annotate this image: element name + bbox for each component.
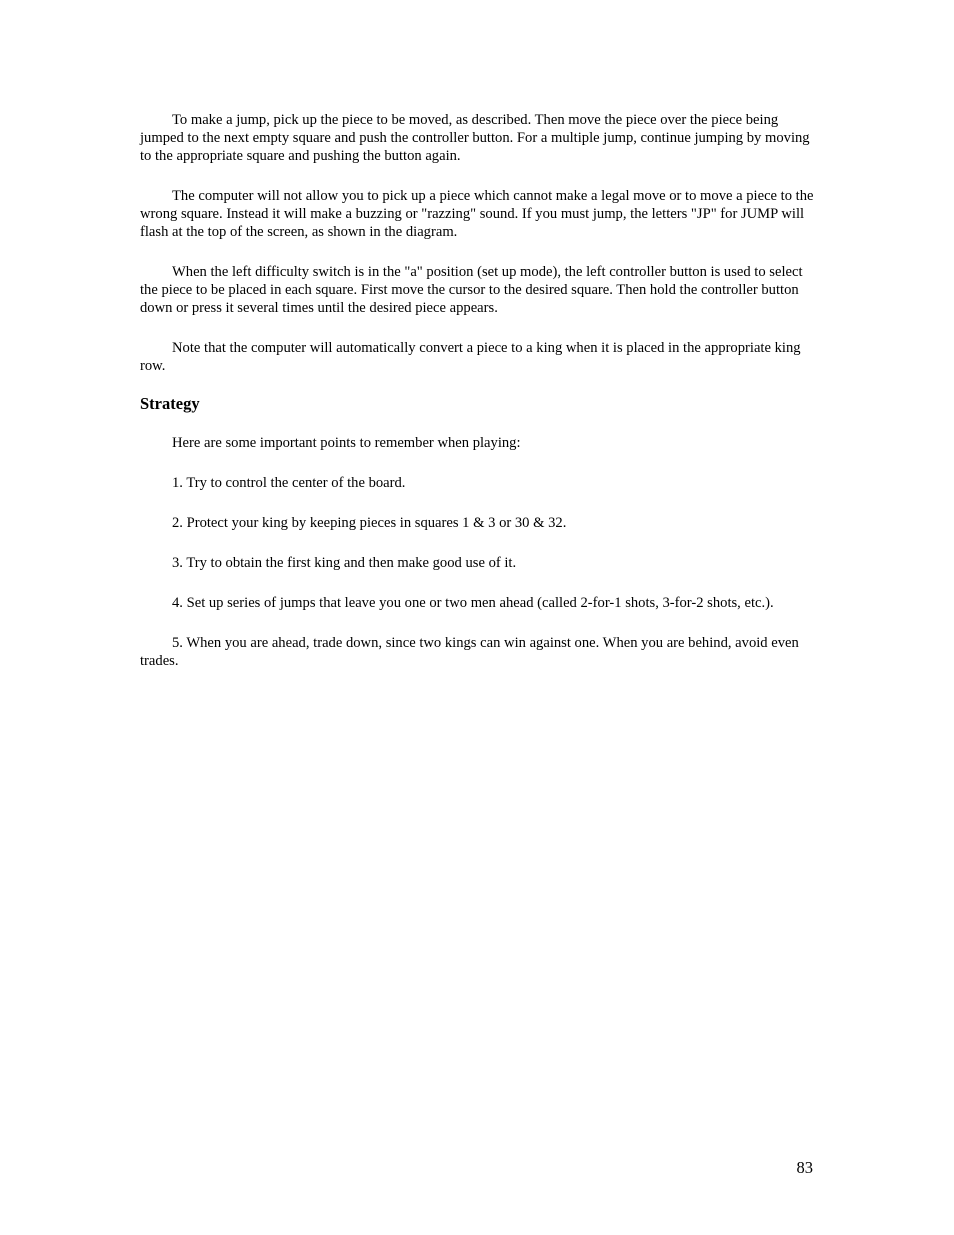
- section-heading-strategy: Strategy: [140, 394, 200, 413]
- paragraph-king-conversion: Note that the computer will automatically convert a piece to a king when it is placed in the appropriate king row.: [140, 340, 801, 374]
- strategy-point-1: 1. Try to control the center of the board.: [172, 475, 406, 491]
- strategy-point-5: 5. When you are ahead, trade down, since two kings can win against one. When you are behind, avoid even trades.: [140, 635, 799, 669]
- paragraph-jump-instructions: To make a jump, pick up the piece to be moved, as described. Then move the piece over the piece being jumped to the next empty square and push the controller button. For a multiple jump, continue jumping by moving to the appropriate square and pushing the button again.: [140, 112, 810, 164]
- page-number: 83: [796, 1158, 813, 1177]
- strategy-point-2: 2. Protect your king by keeping pieces in squares 1 & 3 or 30 & 32.: [172, 515, 567, 531]
- paragraph-setup-mode: When the left difficulty switch is in the "a" position (set up mode), the left controller button is used to select the piece to be placed in each square. First move the cursor to the desired square. Then hold the controller button down or press it several times until the desired piece appears.: [140, 264, 803, 316]
- strategy-point-3: 3. Try to obtain the first king and then make good use of it.: [172, 555, 517, 571]
- paragraph-strategy-intro: Here are some important points to remember when playing:: [172, 435, 521, 451]
- strategy-point-4: 4. Set up series of jumps that leave you one or two men ahead (called 2-for-1 shots, 3-for-2 shots, etc.).: [172, 595, 774, 611]
- paragraph-illegal-move: The computer will not allow you to pick up a piece which cannot make a legal move or to move a piece to the wrong square. Instead it will make a buzzing or "razzing" sound. If you must jump, the letters "JP" for JUMP will flash at the top of the screen, as shown in the diagram.: [140, 188, 814, 240]
- page-body: [140, 111, 814, 692]
